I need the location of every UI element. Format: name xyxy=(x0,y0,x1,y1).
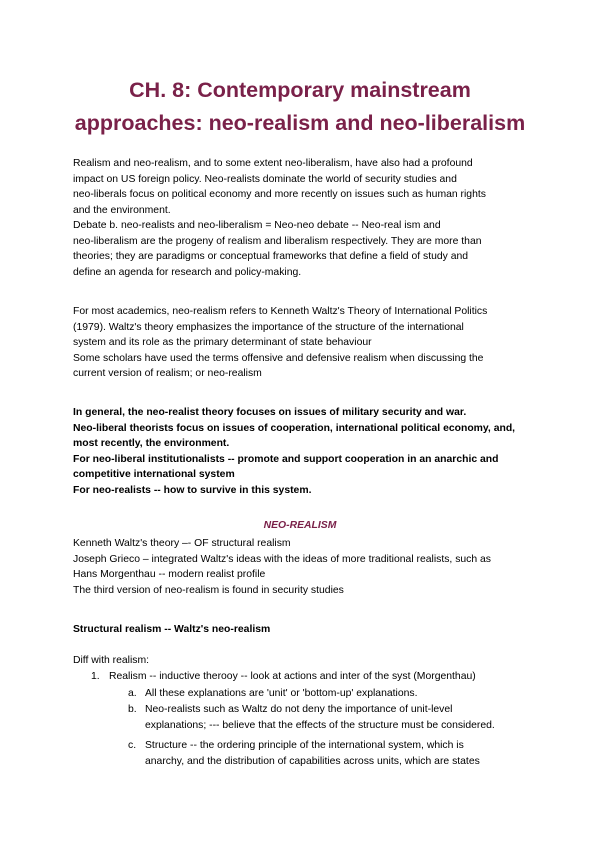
text-line: neo-liberalism are the progeny of realism and liberalism respectively. They are more than xyxy=(73,235,482,247)
text-line: Realism and neo-realism, and to some extent neo-liberalism, have also had a profound xyxy=(73,158,473,169)
list-item-c-line-1: Structure -- the ordering principle of the international system, which is xyxy=(145,740,464,751)
list-item-b-line-2: explanations; --- believe that the effects of the structure must be considered. xyxy=(145,720,495,731)
waltz-paragraph xyxy=(73,304,543,382)
text-line: Neo-liberal theorists focus on issues of cooperation, international political economy, and, xyxy=(73,422,516,434)
text-line: most recently, the environment. xyxy=(73,438,230,449)
text-line: impact on US foreign policy. Neo-realists dominate the world of security studies and xyxy=(73,173,457,185)
list-item-1: Realism -- inductive therooy -- look at actions and inter of the syst (Morgenthau) xyxy=(109,671,476,682)
text-line: and the environment. xyxy=(73,204,171,216)
structural-realism-heading: Structural realism -- Waltz's neo-realism xyxy=(73,624,271,635)
list-item-b-line-1: Neo-realists such as Waltz do not deny the importance of unit-level xyxy=(145,704,453,715)
summary-paragraph xyxy=(73,405,543,498)
text-line: Joseph Grieco – integrated Waltz's ideas with the ideas of more traditional realists, such as xyxy=(73,553,492,565)
text-line: Debate b. neo-realists and neo-liberalism = Neo-neo debate -- Neo-real ism and xyxy=(73,220,441,231)
list-marker-1: 1. xyxy=(91,671,100,682)
diff-label: Diff with realism: xyxy=(73,655,150,666)
text-line: Kenneth Waltz's theory –- OF structural realism xyxy=(73,538,291,549)
list-item-a: All these explanations are 'unit' or 'bottom-up' explanations. xyxy=(145,688,418,699)
text-line: For neo-liberal institutionalists -- promote and support cooperation in an anarchic and xyxy=(73,453,499,465)
page-title-line-2: approaches: neo-realism and neo-liberalism xyxy=(74,111,526,135)
text-line: The third version of neo-realism is found in security studies xyxy=(73,584,344,596)
text-line: neo-liberals focus on political economy and more recently on issues such as human rights xyxy=(73,189,486,200)
text-line: Some scholars have used the terms offensive and defensive realism when discussing the xyxy=(73,352,484,364)
text-line: define an agenda for research and policy-making. xyxy=(73,266,302,278)
text-line: For most academics, neo-realism refers to Kenneth Waltz's Theory of International Politics xyxy=(73,306,488,317)
text-line: competitive international system xyxy=(73,469,235,480)
neo-realism-paragraph xyxy=(73,536,543,598)
list-marker-a: a. xyxy=(128,688,137,699)
text-line: (1979). Waltz's theory emphasizes the importance of the structure of the international xyxy=(73,321,464,333)
text-line: system and its role as the primary determinant of state behaviour xyxy=(73,337,372,348)
text-line: Hans Morgenthau -- modern realist profile xyxy=(73,569,266,580)
list-item-c-line-2: anarchy, and the distribution of capabilities across units, which are states xyxy=(145,756,480,767)
page-title-line-1: CH. 8: Contemporary mainstream xyxy=(129,78,471,102)
intro-paragraph xyxy=(73,156,543,280)
text-line: For neo-realists -- how to survive in this system. xyxy=(73,484,312,496)
text-line: current version of realism; or neo-realism xyxy=(73,368,262,379)
list-marker-c: c. xyxy=(128,740,137,751)
text-line: theories; they are paradigms or conceptual frameworks that define a field of study and xyxy=(73,251,469,262)
text-line: In general, the neo-realist theory focuses on issues of military security and war. xyxy=(73,407,467,418)
neo-realism-heading: NEO-REALISM xyxy=(263,520,337,531)
list-marker-b: b. xyxy=(128,704,137,715)
